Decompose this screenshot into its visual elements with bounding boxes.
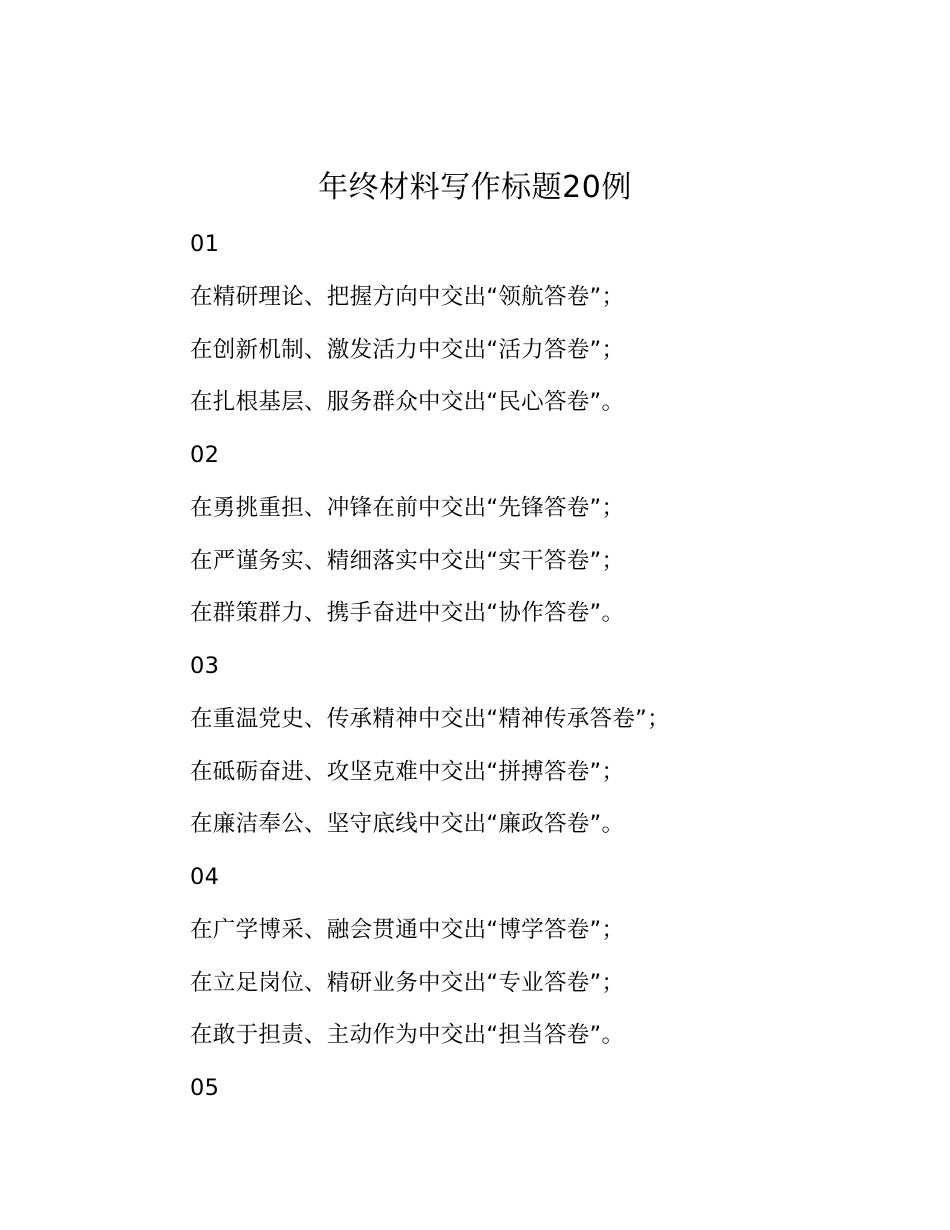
document-body (190, 222, 910, 1119)
title-line: 在砥砺奋进、攻坚克难中交出“拼搏答卷”； (190, 758, 625, 785)
title-line: 在创新机制、激发活力中交出“活力答卷”； (190, 336, 625, 363)
title-line: 在廉洁奉公、坚守底线中交出“廉政答卷”。 (190, 811, 625, 838)
title-line: 在精研理论、把握方向中交出“领航答卷”； (190, 283, 625, 310)
title-line: 在勇挑重担、冲锋在前中交出“先锋答卷”； (190, 494, 625, 521)
section-number: 02 (190, 442, 220, 468)
section-number: 03 (190, 653, 220, 679)
title-line: 在广学博采、融会贯通中交出“博学答卷”； (190, 916, 625, 943)
section-number: 01 (190, 231, 220, 257)
title-line: 在重温党史、传承精神中交出“精神传承答卷”； (190, 705, 670, 732)
title-line: 在立足岗位、精研业务中交出“专业答卷”； (190, 969, 625, 996)
section-number: 04 (190, 864, 220, 890)
document-title: 年终材料写作标题20例 (318, 170, 632, 205)
title-line: 在扎根基层、服务群众中交出“民心答卷”。 (190, 389, 625, 416)
section-number: 05 (190, 1075, 220, 1101)
title-line: 在严谨务实、精细落实中交出“实干答卷”； (190, 547, 625, 574)
title-line: 在群策群力、携手奋进中交出“协作答卷”。 (190, 600, 625, 627)
title-line: 在敢于担责、主动作为中交出“担当答卷”。 (190, 1022, 625, 1049)
